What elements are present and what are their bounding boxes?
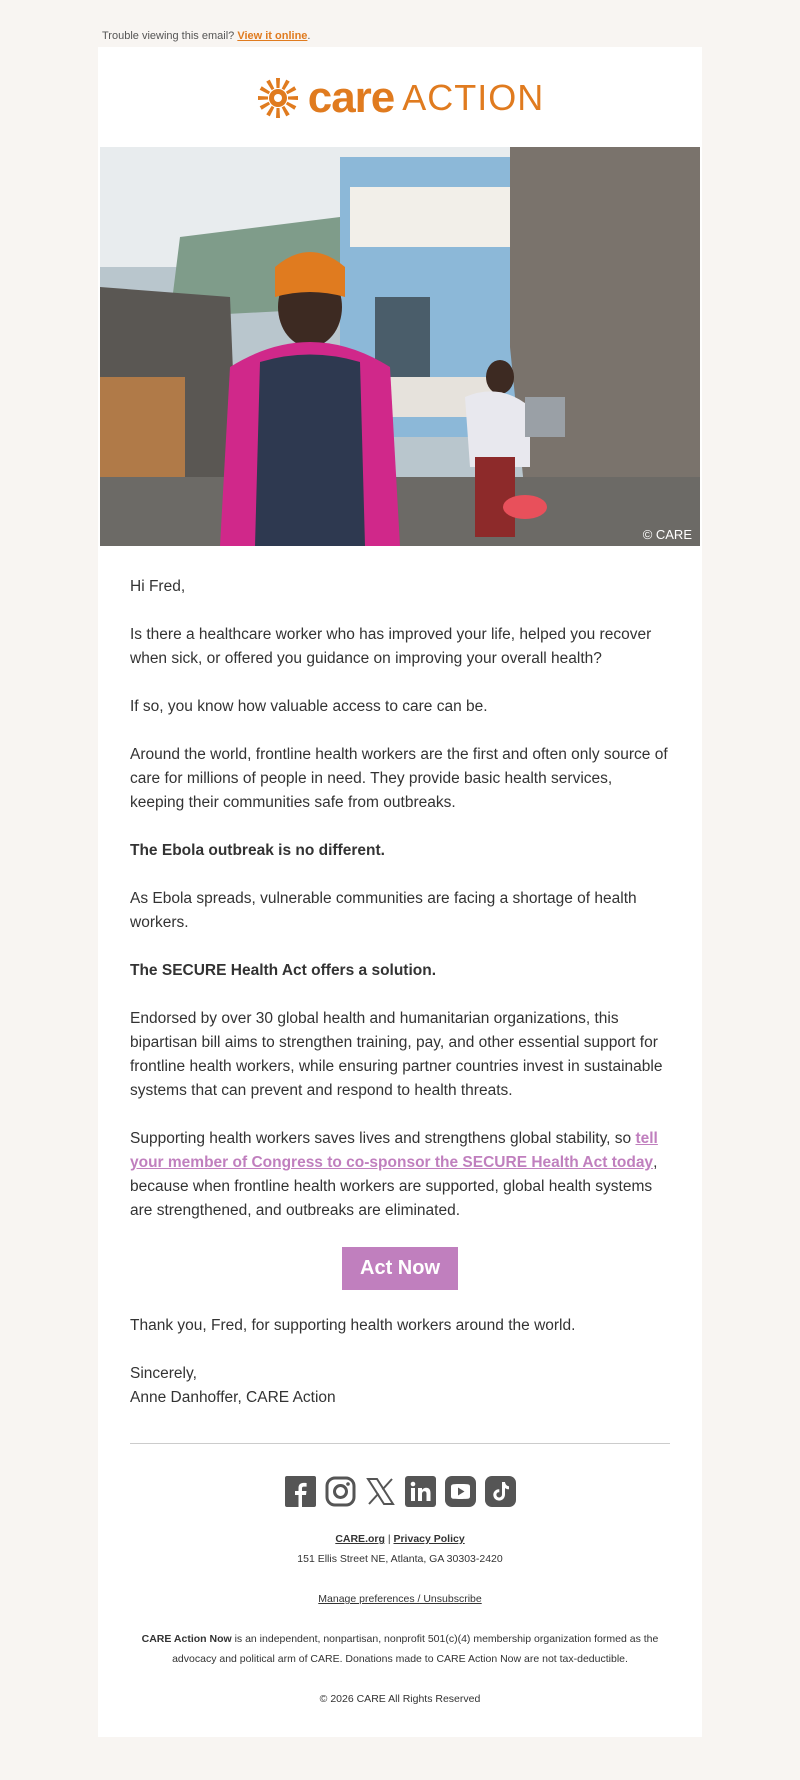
signature [130, 1362, 670, 1410]
linkedin-icon[interactable] [405, 1476, 436, 1507]
care-action-logo[interactable] [98, 73, 702, 123]
act-now-button[interactable]: Act Now [342, 1247, 458, 1290]
heading-ebola: The Ebola outbreak is no different. [130, 842, 385, 859]
thanks-text: Thank you, Fred, for supporting health workers around the world. [130, 1317, 576, 1334]
paragraph-2: If so, you know how valuable access to care can be. [130, 698, 488, 715]
facebook-icon[interactable] [285, 1476, 316, 1507]
footer [130, 1529, 670, 1709]
signer-name: Anne Danhoffer, CARE Action [130, 1389, 336, 1406]
preheader-text: Trouble viewing this email? [102, 30, 238, 42]
preheader-period: . [307, 30, 311, 42]
heading-secure-act: The SECURE Health Act offers a solution. [130, 962, 437, 979]
care-sunburst-icon [256, 76, 300, 120]
hero-image[interactable] [100, 147, 700, 546]
paragraph-4: As Ebola spreads, vulnerable communities are facing a shortage of health workers. [130, 890, 637, 931]
paragraph-6-start: Supporting health workers saves lives and strengthens global stability, so [130, 1130, 636, 1147]
paragraph-1: Is there a healthcare worker who has improved your life, helped you recover when sick, or offered you guidance on improving your overall health? [130, 626, 652, 667]
tiktok-icon[interactable] [485, 1476, 516, 1507]
paragraph-6-end: , because when frontline health workers are supported, global health systems are strengthened, and outbreaks are eliminated. [130, 1154, 658, 1219]
preheader [102, 30, 310, 42]
copyright: © 2026 CARE All Rights Reserved [319, 1693, 481, 1705]
footer-address: 151 Ellis Street NE, Atlanta, GA 30303-2420 [297, 1553, 503, 1565]
hero-photo-illustration [100, 147, 700, 546]
youtube-icon[interactable] [445, 1476, 476, 1507]
paragraph-5: Endorsed by over 30 global health and humanitarian organizations, this bipartisan bill aims to strengthen training, pay, and other essential support for frontline health workers, while ensuring partner countries invest in sustainable systems that can prevent and respond to health threats. [130, 1010, 663, 1099]
social-links [98, 1476, 702, 1507]
email-card [98, 47, 702, 1737]
paragraph-6 [130, 1127, 670, 1223]
footer-disclaimer [130, 1629, 670, 1669]
sign-off: Sincerely, [130, 1365, 197, 1382]
logo-action-text: ACTION [402, 77, 545, 118]
disclaimer-text: is an independent, nonpartisan, nonprofit 501(c)(4) membership organization formed as the advocacy and political arm of CARE. Donations made to CARE Action Now are not tax-deductible. [172, 1633, 659, 1665]
footer-separator: | [384, 1533, 394, 1545]
email-body [130, 575, 670, 1410]
privacy-policy-link[interactable]: Privacy Policy [393, 1533, 465, 1545]
care-org-link[interactable]: CARE.org [335, 1533, 385, 1545]
manage-preferences-link[interactable]: Manage preferences / Unsubscribe [318, 1593, 482, 1605]
x-icon[interactable] [365, 1476, 396, 1507]
photo-credit: © CARE [642, 527, 692, 542]
footer-links [130, 1529, 670, 1549]
greeting: Hi Fred, [130, 578, 186, 595]
paragraph-3: Around the world, frontline health workers are the first and often only source of care for millions of people in need. They provide basic health services, keeping their communities safe from outbreaks. [130, 746, 668, 811]
logo-care-text: care [307, 73, 395, 122]
footer-divider [130, 1443, 670, 1444]
cosponsor-link[interactable]: tell your member of Congress to co-sponsor the SECURE Health Act today [130, 1130, 658, 1171]
disclaimer-org-name: CARE Action Now [141, 1633, 232, 1645]
view-online-link[interactable]: View it online [237, 30, 308, 42]
instagram-icon[interactable] [325, 1476, 356, 1507]
